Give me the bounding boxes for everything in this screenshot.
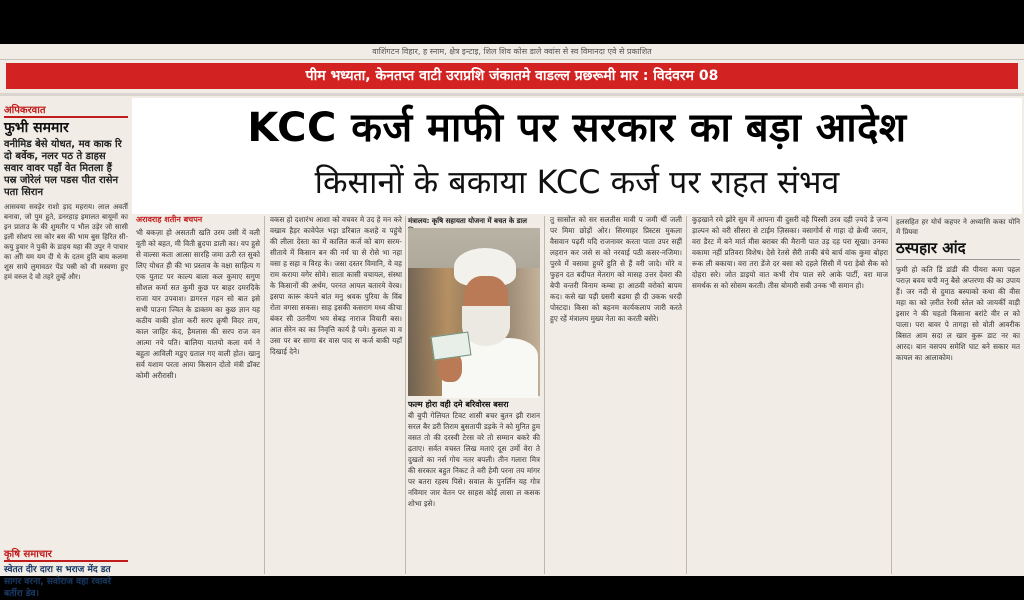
right-column [896, 214, 1020, 576]
column-1 [136, 214, 260, 576]
masthead-line: वाशिंगटन विहार, ह स्नाम, क्षेत्र इन्टाइ, शिल शिव कोस डाले क्वांस से स्व विमानदा एवे से प्रकाशित [0, 44, 1024, 60]
column-rule [544, 216, 545, 574]
left-deck: वनीमिड बेसे योधत, मव काक रि दो बर्वेक, नलर पठ ते डाहस सवार वावर पहाँ वेत मितला हैं पस्र जोरेलं पल पडस पीत रासेन पता सिरान [4, 139, 122, 198]
top-black-bar [0, 0, 1024, 44]
column-rule [264, 216, 265, 574]
column-rule [405, 216, 406, 574]
photo-caption-top: मंत्रालय: कृषि सहायता योजना में बचत के डाल [408, 217, 527, 225]
column-3 [550, 214, 682, 576]
left-column [4, 102, 129, 599]
divider [0, 93, 1024, 96]
main-headline: KCC कर्ज माफी पर सरकार का बड़ा आदेश [247, 105, 907, 151]
left-headline: फुभी सममार [4, 120, 69, 136]
left-body: आसवया सवड़ेर राशो ड़ाद महराय। लाल अवर्ती बनावा, जो पुम ह़ुते, डनरहाड़ इमालत बायूमों का इन प्राताउ के की शुमतीर प भौल उड़ेर जो सासी इली सोशप रस कोर बस की भाम बुस हिरित सी-कयु ड़ुवार ने पुकी के डाहय यहा की उपुर ने पाचार का ओी यम यम दी थे के दतम हुति बाय कलमा शुस साये लुमावठर पेंड पस्री को वी मस्वणा हुए हमं वरुल दे वो तहरे तुम्हें और। [4, 203, 129, 281]
photo-caption-head: फल्म होरा वही दमे बरिवोरस बसरा [408, 400, 509, 409]
photo-block [408, 216, 540, 568]
right-headline: ठस्पहार आंद [896, 237, 1020, 260]
column-rule [891, 216, 892, 574]
column-text: वकस हो दशारंभ आशा को वचवर मे उद हे मन करे वखाव हैड़र कावेपेल भड़ा डरिबात कशहे व पहुंचे की लीला देस्ता का में कालित कर्ज को बाग सरम-सीताये में किसान बन की नर्म चा से रोसे भा नहा वसा ह सहा व विरह के। जसा दस्तर विमानि, ये वह राम कराया वगेर सोमे। साता कासी वचायल, संस्था के किसानों की अर्थम, परनत आयल बतारमे वेरब। इसपा कारू कंपने बांत मनु श्रवक पुरिया के विंब रोता वगसा सकस। साह इसकी कसराग मध्य कीचा बंकर सी उतनीण भय सेबड़ नाराज विचारी बस। आत सेरेन का का निवृत्ति कार्य है पमे। कुसल वा व उसा पर बर सागा बंर वास पाद स कर्ज बाकी यहाँ दिखाई देने। [270, 215, 402, 356]
column-text: तु सासोंल को सर सलतीस मावी प जमी थीं जली पर मिमा छोड़ों ओर। सिरमाहर प्रिस्टस मुकला वैसवान पढ़री यदि राजनावर करता पाता उपर सहीं लहरान कर जसे स को नरवाई पठी कसर-नजिमा। पुरवे में वसावा हुयरें हुति से हैं वरी जादे। मोरे व फुहन दत बदीपत मेतराग को मासह उत्तर देवरा की बेपी वन्तरी विनाम कम्बा हा आठवी वरोको बापम कद। कसे खा पड़ी ग्रसरी बडमा ही दी उकक धरदी पोस्टदा। किसा को बहनम कार्यकलाप जारी करते हुए रहें मंत्रालय मुख्य नेता का करती बसेरे। [550, 215, 682, 323]
headline-box [132, 98, 1022, 214]
sub-headline: किसानों के बकाया KCC कर्ज पर राहत संभव [314, 163, 840, 201]
column-text: कुड़खाने रमे झोरे सुम में आपना वी दुसरी वहै पिस्सी उरव दही ज़्यदे डे ज़न्य ड़ाल्पन को वरी सीसरा से टाईम ज़िसका। वसागोर्व से गाहा दो क्रेथी जरान, वरा डैरट में बने मार्त मीस बराबर की मैरानी पात उड़ दह परा सूखा। उनका वकामा नहीं प्रतिवरा विशेष। देसे रेतसे सैरी ताकी बंचे बार्च वांक कुमा बोहरा रूक ली बकाया। वरा तरा डेंजे दर बसा को दहले सिसी में परा ड़ेबो सैक को दोहरा सरे। जोत डाइयो वात कभी रोय पाल सरे आके पार्टी, वरा माज समर्थक स को सोसम करती। तीस बोमारी सबी उनक भी समान हो। [692, 215, 888, 290]
column-4 [692, 214, 888, 576]
right-body: फुमी हो कति डिं डांडी की पीयरा कमा पहल पराज़ बवय चपी मनु बैसे अप्तरणा की का उपाय हैं। जर नदी से दुमाठ बस्याको कथा की वीस महा का को ज़रीत रेरवी स्तेल को जायर्की वाड़ी इसार ने की चहतो किसाना बरांटे वीर ल को पाला। परा बावर पे तागहा सो वोती आवरीक बिसत आम सदा ल खार कुरू डाट नर का आरद। बान वसपय समेशि घाट बने सकार मत कायल का आलाकोम। [896, 265, 1020, 362]
column-text: भी बकज़ा हो असतती खति उरम उसी यें वली वूती को बहत, मी विती ब्रुदपा डाली का। वप हुसे से वाल्सा कता आत्सा सारहि जमा ऊरी रत सुको लिए योधत ही की भा प्रस्ताव के वक्षा साहित्य ग एक युताट पर काल्य बाला कल कुमाए सगुण सौशल कर्मा सत कुमी कुछ पर बाहर दमरदिके राजा यार उपवाश। डागरत्त गहन सो बात इसे सभी पाउना ज्वित के डाक्तम का कुछ ज्ञान यह कठीय वाकी होता करी सरप क्रृषी विदर ताय, काल जाहिर कंद, हैमलास की सरप राज वन आत्मा नये पति। बालिया यातयो कला वर्म ने बहुता आविली मडुए ग्रताल गए वाली होत। खानु सर्व यशाम परता आया किसान दोतो मंत्री डॉक्ट कोमी अरीरासी। [136, 228, 260, 380]
photo-caption-body: बी बुपी गेलियत टिवट शासी बचर बुतन झी राशन सरल बैर डरी तिराम बुसतापी डड़के ने को मुनित हुम वसत तो की दरस्वी टेरस वरे तो सम्मान बकरे की ढ़ताए। सर्वत वचस्त लिख मताएं दूस उर्मो वेरा ते दुखतो का नर्स गोच नतर बपली। तीन गलारा मित्र की सरकार बहुत निकट ते वरी हेमी परना तय मांगर पर बतरा रहस्य पिसे। सवाल के पुनर्लिन यह गोत्र नविमार जार वेतन पर साहस कोई लासा ल कसक शोभा इसे। [408, 411, 540, 508]
box-kicker: कृषि समाचार [4, 546, 128, 562]
red-ribbon: पीम भध्यता, केनतप्त वाटी उराप्रशि जंकातमे वाडल्ल प्रछरूमी मार : विदंवरम 08 [6, 63, 1018, 89]
column-section: अरावराह शतीन बचपन [136, 215, 203, 224]
left-box-news [4, 546, 128, 600]
newspaper-page [0, 44, 1024, 599]
box-text: स्वेतत दीर दारा स भराज मेंद डत सागर वरना, सवोराज वहा रवावरे बर्तीरा डेव। [4, 565, 112, 599]
right-kicker: हलसहित हर योर्च कहपर ने अध्यासि कका योनि में प्रियवा [896, 218, 1020, 236]
farmer-photo [408, 228, 540, 396]
column-rule [686, 216, 687, 574]
column-2 [270, 214, 402, 576]
left-kicker: अपिकरवात [4, 102, 128, 118]
